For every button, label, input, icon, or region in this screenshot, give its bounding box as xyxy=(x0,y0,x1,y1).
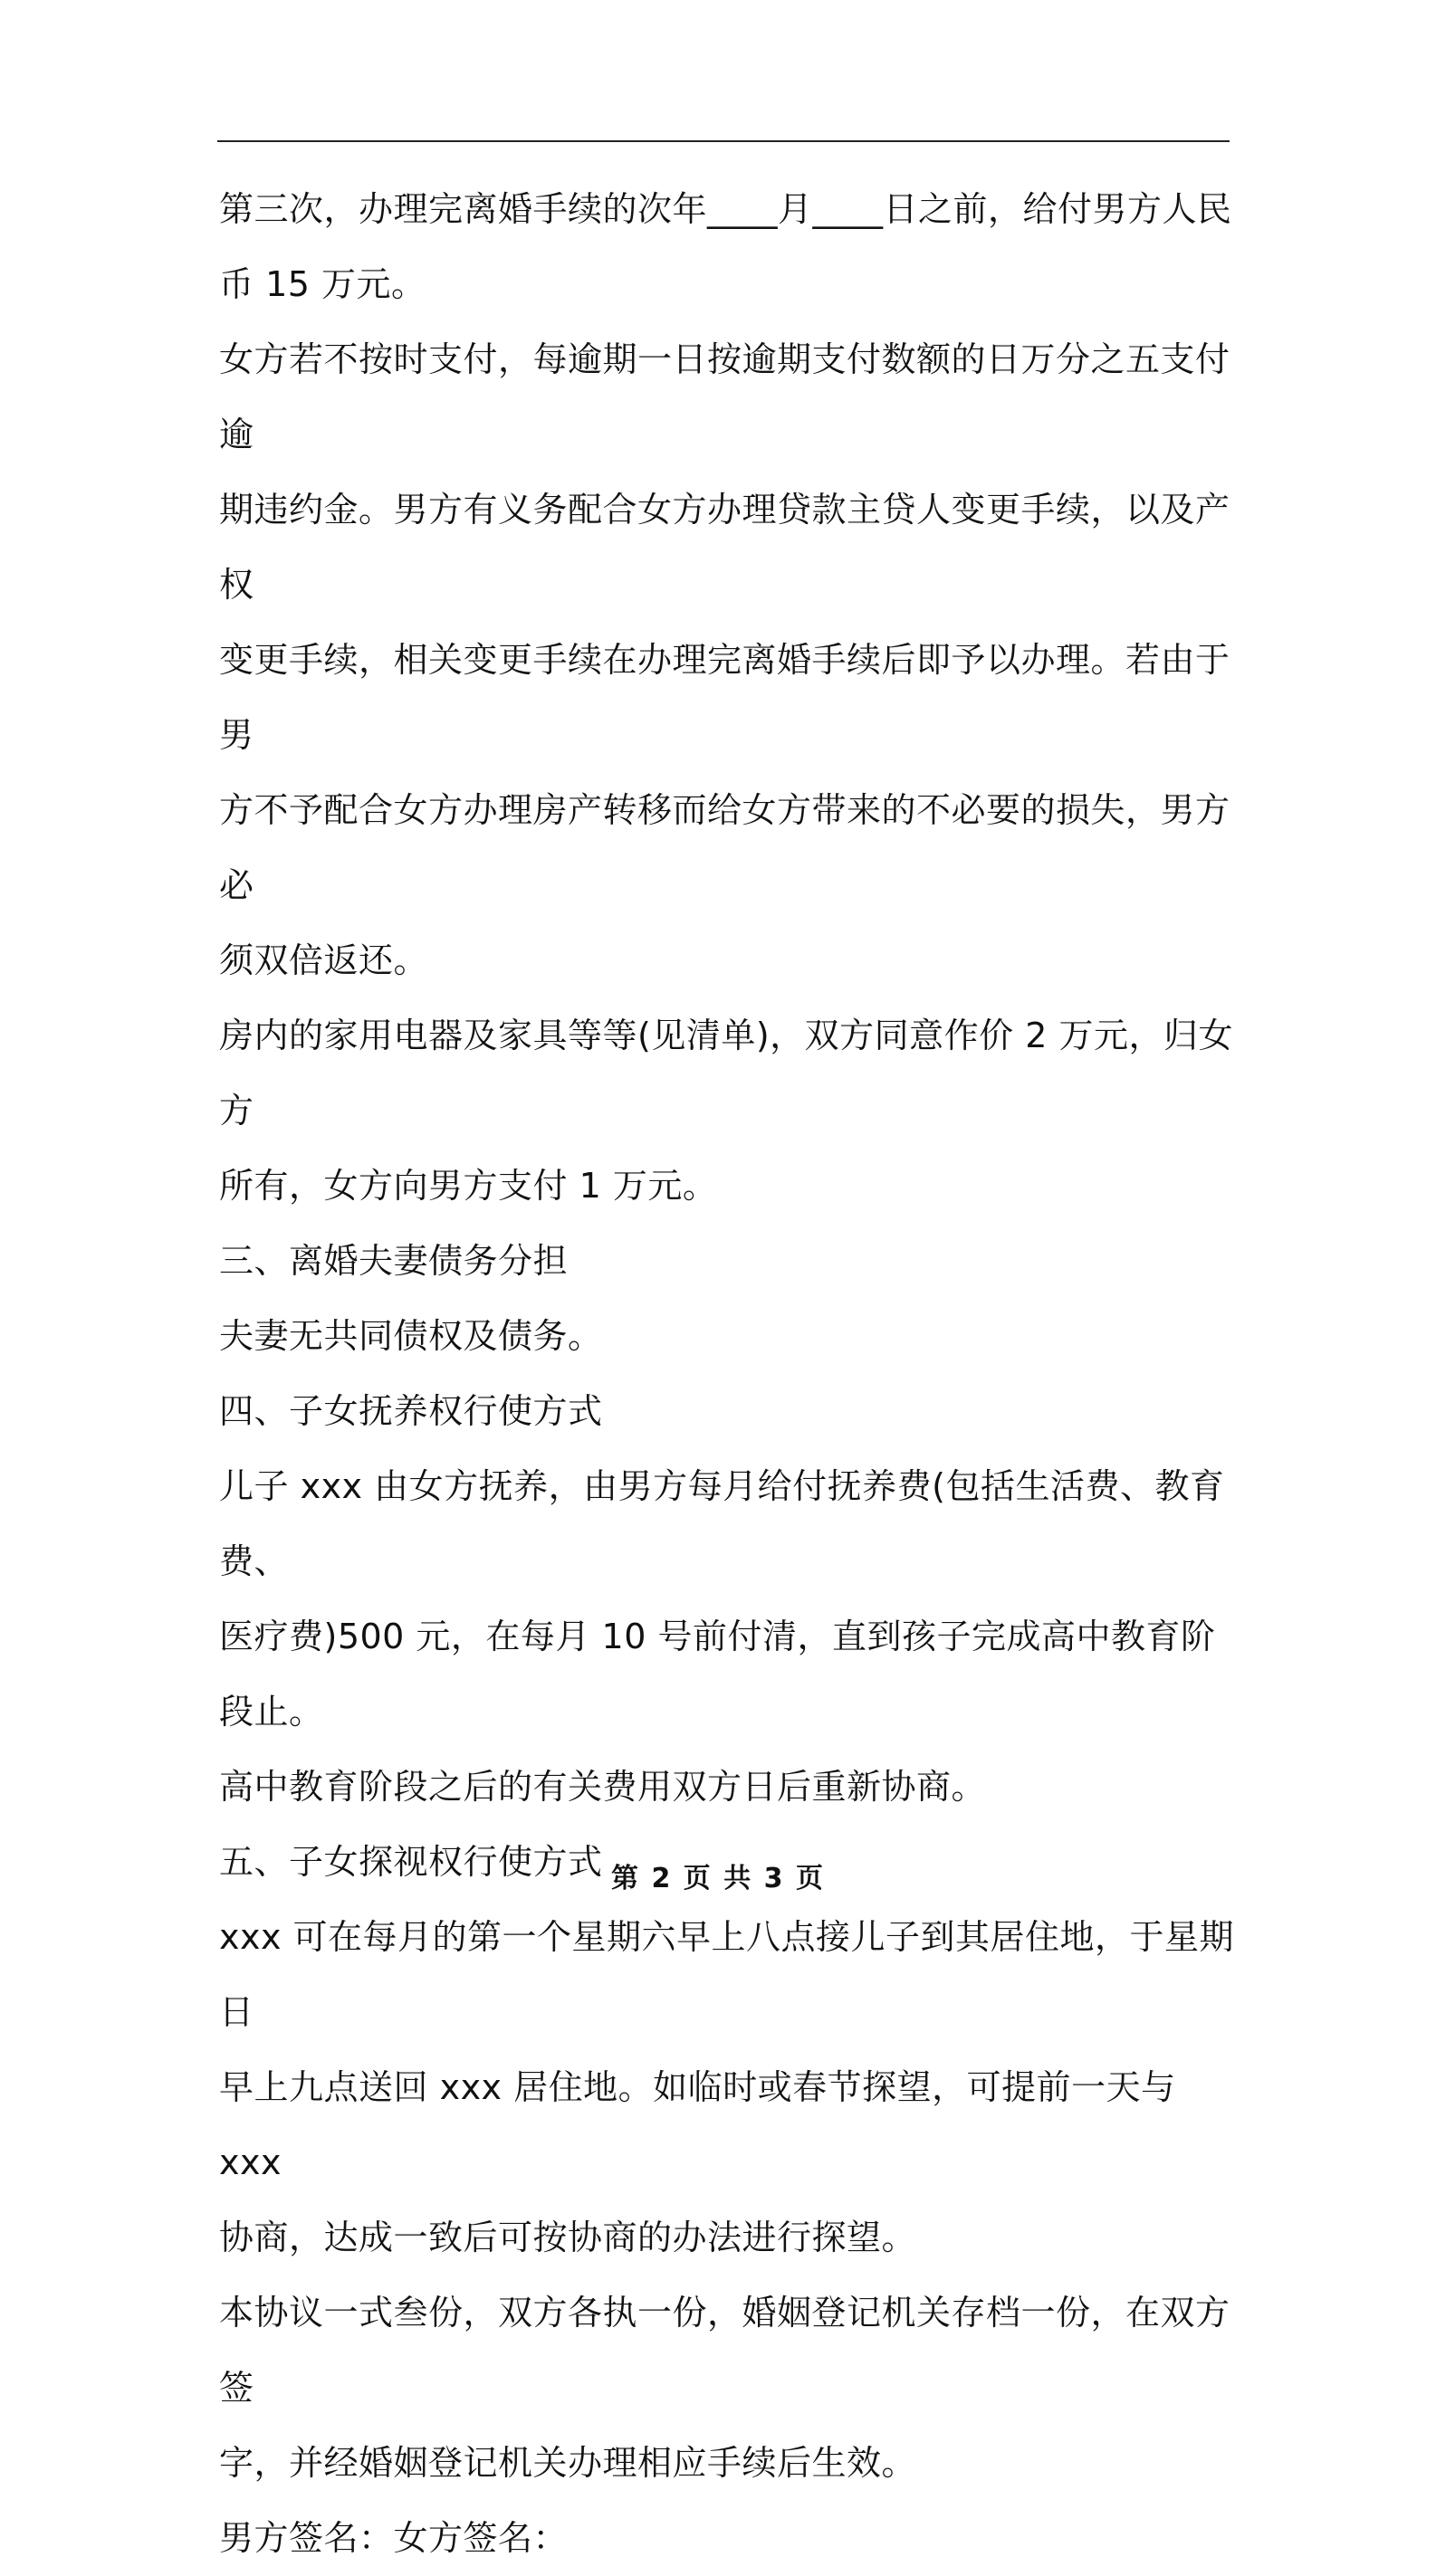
paragraph-agreement-copies: 本协议一式叁份，双方各执一份，婚姻登记机关存档一份，在双方签 字，并经婚姻登记机关办理相应手续后生效。 xyxy=(219,2293,1230,2483)
section-heading-custody: 四、子女抚养权行使方式 xyxy=(219,1391,603,1431)
section-heading-visitation: 五、子女探视权行使方式 xyxy=(219,1842,603,1882)
section-heading-debts: 三、离婚夫妻债务分担 xyxy=(219,1241,569,1281)
paragraph-late-payment-penalty: 女方若不按时支付，每逾期一日按逾期支付数额的日万分之五支付逾 期违约金。男方有义务配合女方办理贷款主贷人变更手续，以及产权 变更手续，相关变更手续在办理完离婚手续后即予以办理。若由于男 方不予配合女方办理房产转移而给女方带来的不必要的损失，男方必 须双倍返还。 xyxy=(219,339,1230,980)
page-number: 第 2 页 共 3 页 xyxy=(611,1863,825,1894)
document-body xyxy=(219,172,1237,2576)
paragraph-no-debts: 夫妻无共同债权及债务。 xyxy=(219,1316,603,1356)
paragraph-child-support: 儿子 xxx 由女方抚养，由男方每月给付抚养费(包括生活费、教育费、 医疗费)500 元，在每月 10 号前付清，直到孩子完成高中教育阶段止。 xyxy=(219,1466,1225,1732)
paragraph-visitation-details: xxx 可在每月的第一个星期六早上八点接儿子到其居住地，于星期日 早上九点送回 xxx 居住地。如临时或春节探望，可提前一天与 xxx 协商，达成一致后可按协商的办法进行探望。 xyxy=(219,1917,1235,2257)
paragraph-third-payment: 第三次，办理完离婚手续的次年____月____日之前，给付男方人民 币 15 万元。 xyxy=(219,189,1232,304)
paragraph-appliances-furniture: 房内的家用电器及家具等等(见清单)，双方同意作价 2 万元，归女方 所有，女方向男方支付 1 万元。 xyxy=(219,1016,1233,1206)
signature-line: 男方签名：女方签名： xyxy=(219,2518,569,2558)
header-rule xyxy=(217,140,1230,142)
paragraph-future-costs: 高中教育阶段之后的有关费用双方日后重新协商。 xyxy=(219,1767,987,1807)
